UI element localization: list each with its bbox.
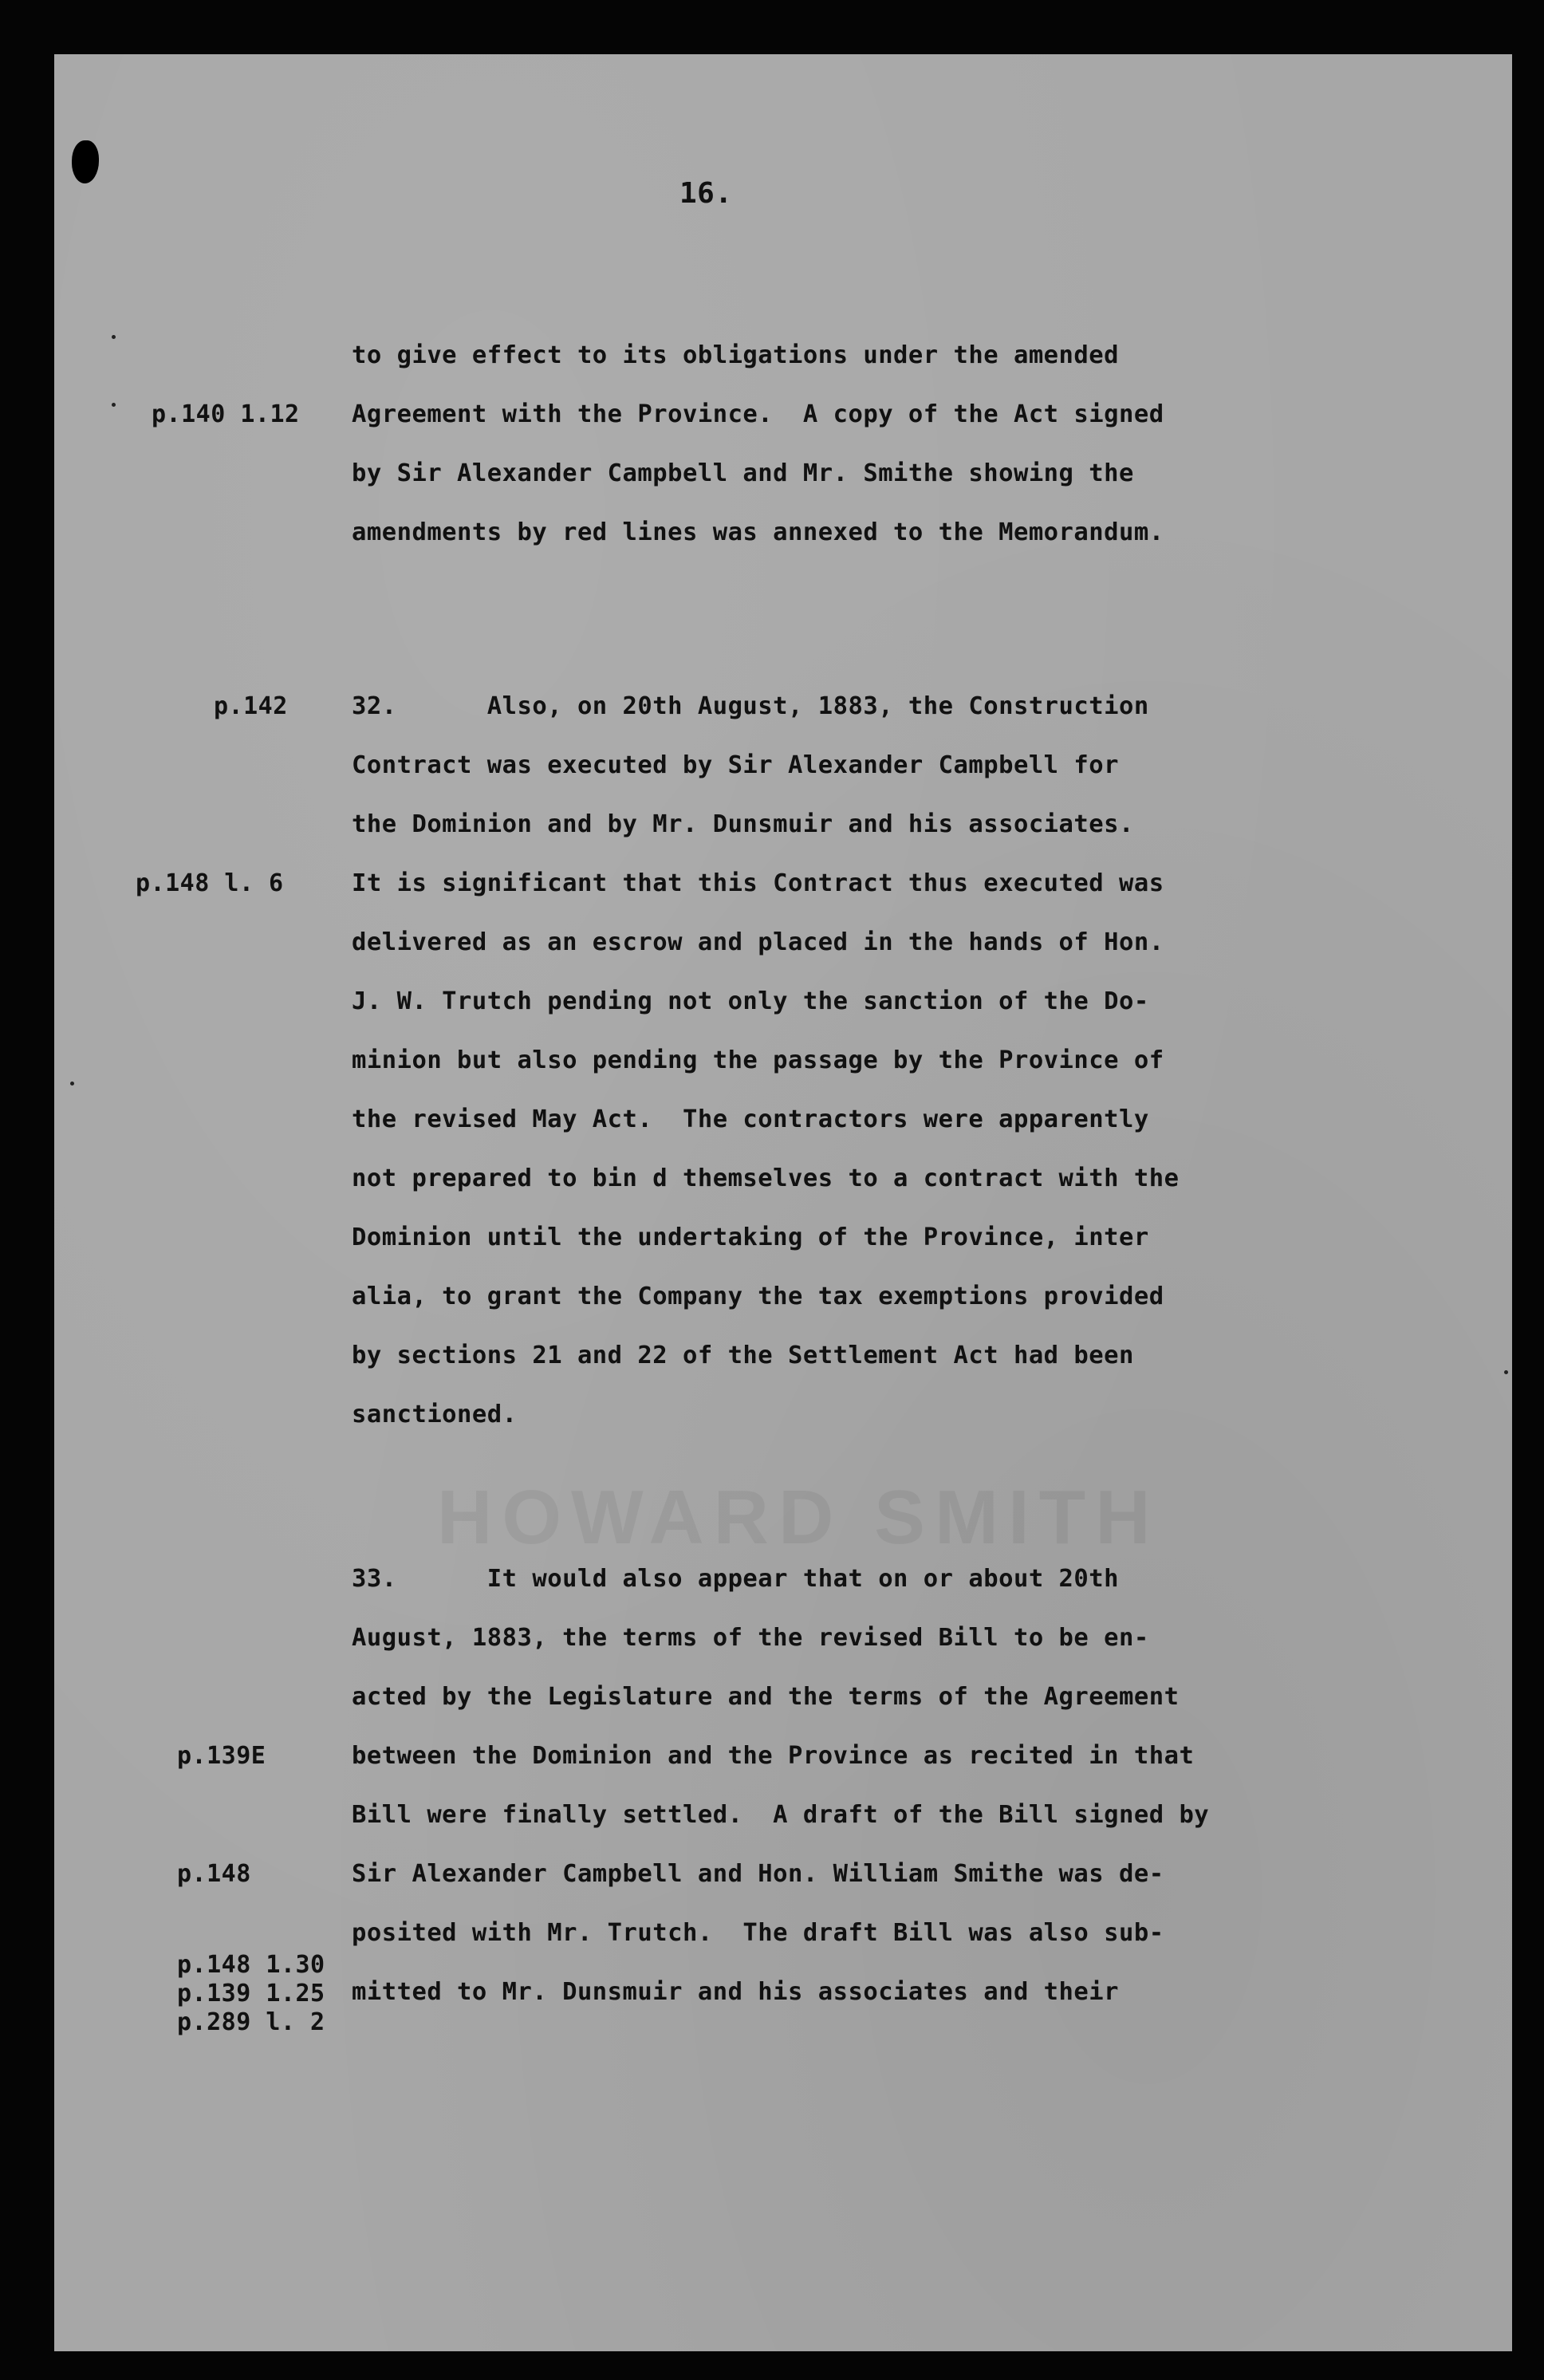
margin-reference: p.148 [177,1860,251,1888]
margin-reference: p.139 1.25 [177,1980,325,2008]
page-number: 16. [679,177,733,210]
body-line: J. W. Trutch pending not only the sanction of the Do- [352,987,1149,1015]
faint-stamp-watermark: HOWARD SMITH [437,1475,1160,1560]
margin-reference: p.148 1.30 [177,1951,325,1979]
body-line: sanctioned. [352,1401,518,1428]
body-line: Agreement with the Province. A copy of the Act signed [352,400,1164,428]
body-line: 32. Also, on 20th August, 1883, the Construction [352,692,1149,720]
speck-mark [1504,1370,1508,1374]
body-line: Contract was executed by Sir Alexander Campbell for [352,751,1119,779]
body-line: between the Dominion and the Province as recited in that [352,1742,1195,1770]
body-line: not prepared to bin d themselves to a contract with the [352,1164,1180,1192]
body-line: alia, to grant the Company the tax exemptions provided [352,1283,1164,1310]
body-line: August, 1883, the terms of the revised Bill to be en- [352,1624,1149,1652]
margin-reference: p.142 [214,692,288,720]
body-line: the Dominion and by Mr. Dunsmuir and his associates. [352,810,1134,838]
body-line: by sections 21 and 22 of the Settlement Act had been [352,1342,1134,1369]
body-line: Sir Alexander Campbell and Hon. William Smithe was de- [352,1860,1164,1888]
speck-mark [70,1082,74,1086]
body-line: Bill were finally settled. A draft of the Bill signed by [352,1801,1210,1829]
body-line: delivered as an escrow and placed in the hands of Hon. [352,928,1164,956]
body-line: 33. It would also appear that on or about 20th [352,1565,1119,1593]
body-line: minion but also pending the passage by the Province of [352,1046,1164,1074]
margin-reference: p.148 l. 6 [136,869,284,897]
body-line: Dominion until the undertaking of the Province, inter [352,1223,1149,1251]
speck-mark [112,335,116,339]
margin-reference: p.139E [177,1742,266,1770]
body-line: acted by the Legislature and the terms of the Agreement [352,1683,1180,1711]
body-line: It is significant that this Contract thus executed was [352,869,1164,897]
body-line: amendments by red lines was annexed to the Memorandum. [352,518,1164,546]
body-line: posited with Mr. Trutch. The draft Bill was also sub- [352,1919,1164,1947]
body-line: to give effect to its obligations under the amended [352,341,1119,369]
body-line: the revised May Act. The contractors were apparently [352,1105,1149,1133]
margin-reference: p.140 1.12 [152,400,300,428]
body-line: by Sir Alexander Campbell and Mr. Smithe showing the [352,459,1134,487]
speck-mark [112,403,116,407]
body-line: mitted to Mr. Dunsmuir and his associates and their [352,1978,1119,2006]
margin-reference: p.289 l. 2 [177,2008,325,2036]
